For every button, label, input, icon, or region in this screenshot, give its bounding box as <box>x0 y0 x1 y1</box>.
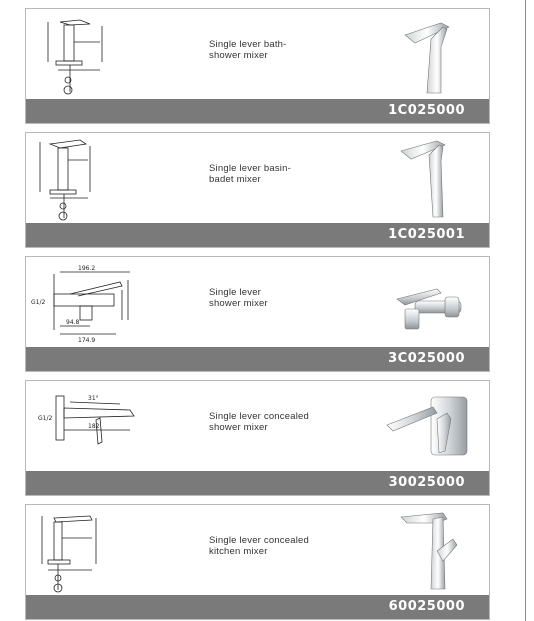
product-code: 60025000 <box>388 599 465 614</box>
product-description: Single lever shower mixer <box>209 287 268 309</box>
product-code: 30025000 <box>388 475 465 490</box>
product-description: Single lever concealed kitchen mixer <box>209 535 309 557</box>
dim-label: 182 <box>88 423 100 430</box>
product-code-bar <box>26 99 489 123</box>
product-card-2 <box>25 132 490 248</box>
product-code-bar <box>26 595 489 619</box>
faucet-photo <box>381 509 476 593</box>
dim-label: G1/2 <box>38 415 53 422</box>
product-card-3 <box>25 256 490 372</box>
dim-label: G1/2 <box>31 299 46 306</box>
product-code: 1C025001 <box>388 227 465 242</box>
faucet-photo <box>381 385 476 469</box>
technical-drawing-kitchen-mixer <box>30 508 140 596</box>
technical-drawing-concealed-shower-mixer <box>30 384 140 472</box>
dim-label: 94.8 <box>66 319 80 326</box>
product-description: Single lever concealed shower mixer <box>209 411 309 433</box>
dim-label: 196.2 <box>78 265 96 272</box>
technical-drawing-bath-mixer <box>30 12 140 100</box>
product-code-bar <box>26 471 489 495</box>
product-card-5 <box>25 504 490 620</box>
dim-label: 31° <box>88 395 99 402</box>
page-right-rule <box>525 0 526 621</box>
product-card-1 <box>25 8 490 124</box>
faucet-photo <box>381 261 476 345</box>
product-card-4 <box>25 380 490 496</box>
technical-drawing-shower-mixer <box>30 260 140 348</box>
product-code-bar <box>26 347 489 371</box>
dim-label: 174.9 <box>78 337 96 344</box>
technical-drawing-basin-mixer <box>30 136 140 224</box>
faucet-photo <box>381 13 476 97</box>
product-description: Single lever bath- shower mixer <box>209 39 287 61</box>
product-code: 1C025000 <box>388 103 465 118</box>
product-code: 3C025000 <box>388 351 465 366</box>
faucet-photo <box>381 137 476 221</box>
product-code-bar <box>26 223 489 247</box>
product-description: Single lever basin- badet mixer <box>209 163 291 185</box>
